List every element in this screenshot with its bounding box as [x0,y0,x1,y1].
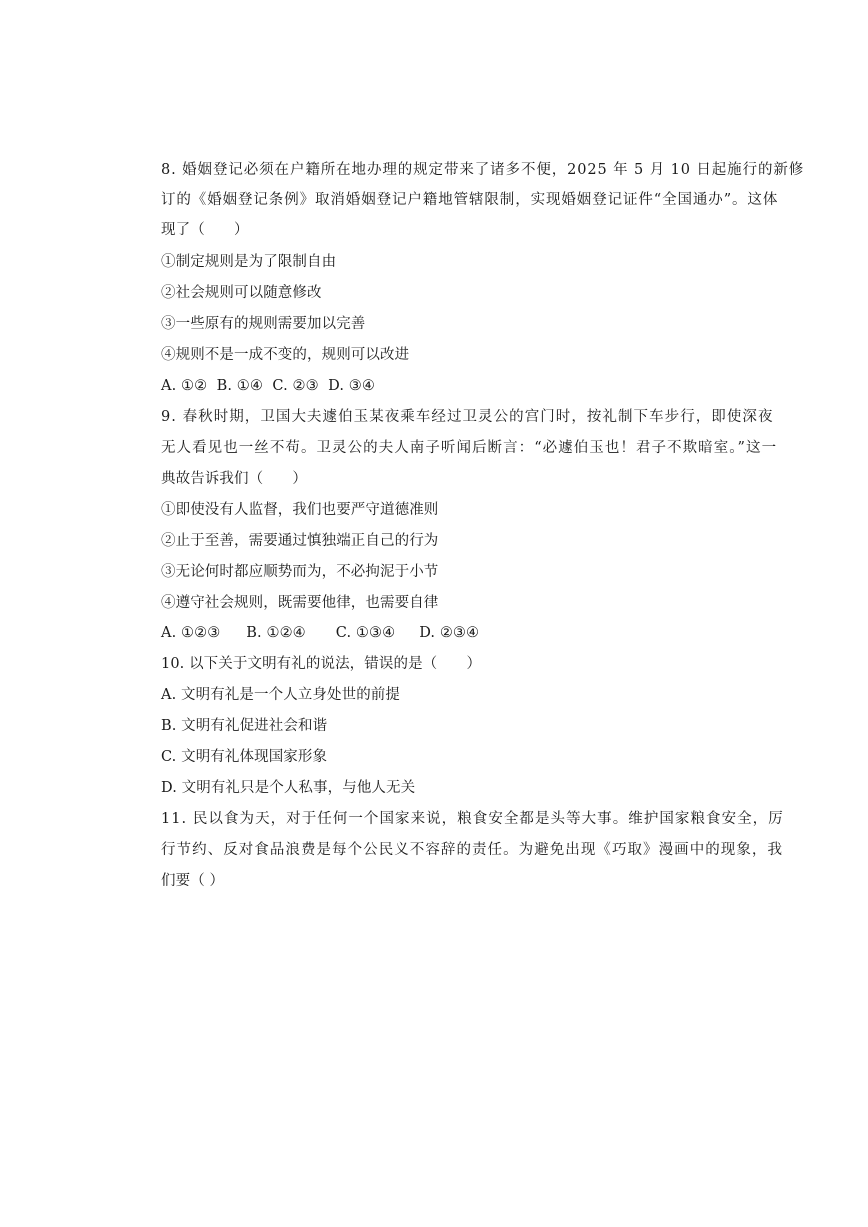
q10-option-d: D. 文明有礼只是个人私事，与他人无关 [161,780,416,796]
q8-options: A. ①② B. ①④ C. ②③ D. ③④ [161,378,375,394]
q8-item-4: ④规则不是一成不变的，规则可以改进 [161,347,410,363]
q8-item-1: ①制定规则是为了限制自由 [161,254,337,270]
q10-option-b: B. 文明有礼促进社会和谐 [161,718,328,734]
q9-item-2: ②止于至善，需要通过慎独端正自己的行为 [161,533,439,549]
q9-options [161,623,479,643]
q11-stem-line2: 行节约、反对食品浪费是每个公民义不容辞的责任。为避免出现《巧取》漫画中的现象，我 [161,842,783,858]
q9-option-a: A. ①②③ [161,625,221,641]
q9-option-c: C. ①③④ [335,625,396,641]
q8-item-3: ③一些原有的规则需要加以完善 [161,316,366,332]
q9-item-3: ③无论何时都应顺势而为，不必拘泥于小节 [161,564,439,580]
q11-stem-line3: 们要（ ） [161,873,225,889]
q10-option-c: C. 文明有礼体现国家形象 [161,749,328,765]
q9-item-1: ①即使没有人监督，我们也要严守道德准则 [161,502,439,518]
q9-stem-line3: 典故告诉我们（ ） [161,471,307,487]
q9-option-b: B. ①②④ [246,625,306,641]
q11-stem-line1: 11. 民以食为天，对于任何一个国家来说，粮食安全都是头等大事。维护国家粮食安全，厉 [161,811,784,827]
q9-stem-line1: 9. 春秋时期，卫国大夫遽伯玉某夜乘车经过卫灵公的宫门时，按礼制下车步行，即使深夜 [161,409,774,425]
q8-stem-line1: 8. 婚姻登记必须在户籍所在地办理的规定带来了诸多不便，2025 年 5 月 10 日起施行的新修 [161,162,805,178]
q8-item-2: ②社会规则可以随意修改 [161,285,322,301]
q8-stem-line2: 订的《婚姻登记条例》取消婚姻登记户籍地管辖限制，实现婚姻登记证件“全国通办”。这体 [161,192,779,208]
q9-item-4: ④遵守社会规则，既需要他律，也需要自律 [161,595,439,611]
q10-stem: 10. 以下关于文明有礼的说法，错误的是（ ） [161,656,482,672]
q8-stem-line3: 现了（ ） [161,222,249,238]
q10-option-a: A. 文明有礼是一个人立身处世的前提 [161,687,400,703]
q9-stem-line2: 无人看见也一丝不苟。卫灵公的夫人南子听闻后断言：“必遽伯玉也！君子不欺暗室。”这一 [161,440,778,456]
q9-option-d: D. ②③④ [419,625,480,641]
